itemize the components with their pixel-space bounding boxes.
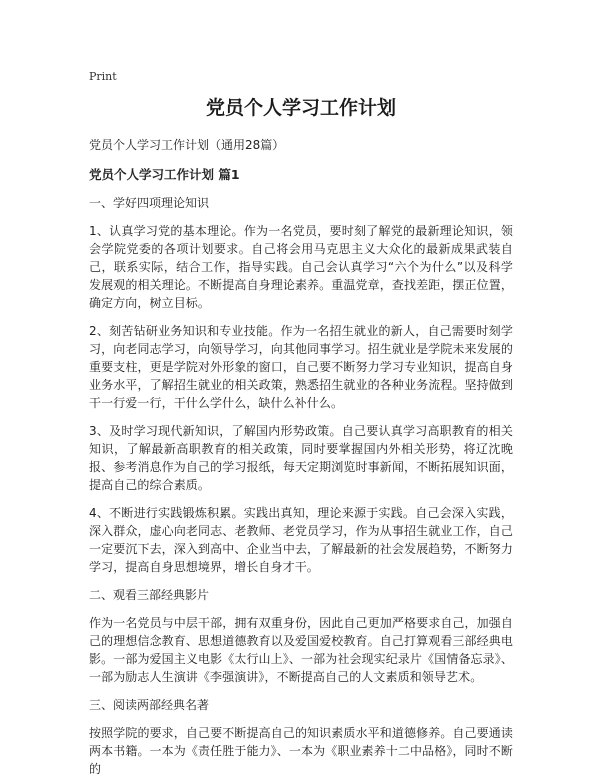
paragraph: 1、认真学习党的基本理论。作为一名党员，要时刻了解党的最新理论知识，领会学院党委的各项计划要求。自己将会用马克思主义大众化的最新成果武装自己，联系实际，结合工作，指导实践。自己会认真学习“六个为什么”以及科学发展观的相关理论。不断提高自身理论素养。重温党章，查找差距，摆正位置，确定方向，树立目标。: [89, 224, 513, 310]
paragraph: 按照学院的要求，自己要不断提高自己的知识素质水平和道德修养。自己要通读两本书籍。一本为《责任胜于能力》、一本为《职业素养十二中品格》，同时不断的: [89, 726, 513, 776]
paragraph: 4、不断进行实践锻炼积累。实践出真知，理论来源于实践。自己会深入实践，深入群众，虚心向老同志、老教师、老党员学习，作为从事招生就业工作，自己一定要沉下去，深入到高中、企业当中去，了解最新的社会发展趋势，不断努力学习，提高自身思想境界，增长自身才干。: [89, 506, 513, 574]
paragraph: 2、刻苦钻研业务知识和专业技能。作为一名招生就业的新人，自己需要时刻学习，向老同志学习，向领导学习，向其他同事学习。招生就业是学院未来发展的重要支柱，更是学院对外形象的窗口，自己要不断努力学习专业知识，提高自身业务水平，了解招生就业的相关政策，熟悉招生就业的各种业务流程。坚持做到干一行爱一行，干什么学什么，缺什么补什么。: [89, 324, 513, 410]
section-heading: 一、学好四项理论知识: [89, 196, 210, 210]
section-heading: 三、阅读两部经典名著: [89, 698, 210, 712]
print-link[interactable]: Print: [89, 70, 117, 83]
paragraph: 3、及时学习现代新知识，了解国内形势政策。自己要认真学习高职教育的相关知识，了解最新高职教育的相关政策，同时要掌握国内外相关形势，将辽沈晚报、参考消息作为自己的学习报纸，每天定期浏览时事新闻，不断拓展知识面，提高自己的综合素质。: [89, 424, 513, 492]
paragraph: 作为一名党员与中层干部，拥有双重身份，因此自己更加严格要求自己，加强自己的理想信念教育、思想道德教育以及爱国爱校教育。自己打算观看三部经典电影。一部为爱国主义电影《太行山上》、一部为社会现实纪录片《国情备忘录》、一部为励志人生演讲《李强演讲》，不断提高自己的人文素质和领导艺术。: [89, 616, 513, 684]
document-subtitle: 党员个人学习工作计划（通用28篇）: [89, 138, 285, 152]
section-heading: 二、观看三部经典影片: [89, 588, 210, 602]
document-title: 党员个人学习工作计划: [205, 97, 396, 119]
plan-heading: 党员个人学习工作计划 篇1: [89, 167, 240, 182]
